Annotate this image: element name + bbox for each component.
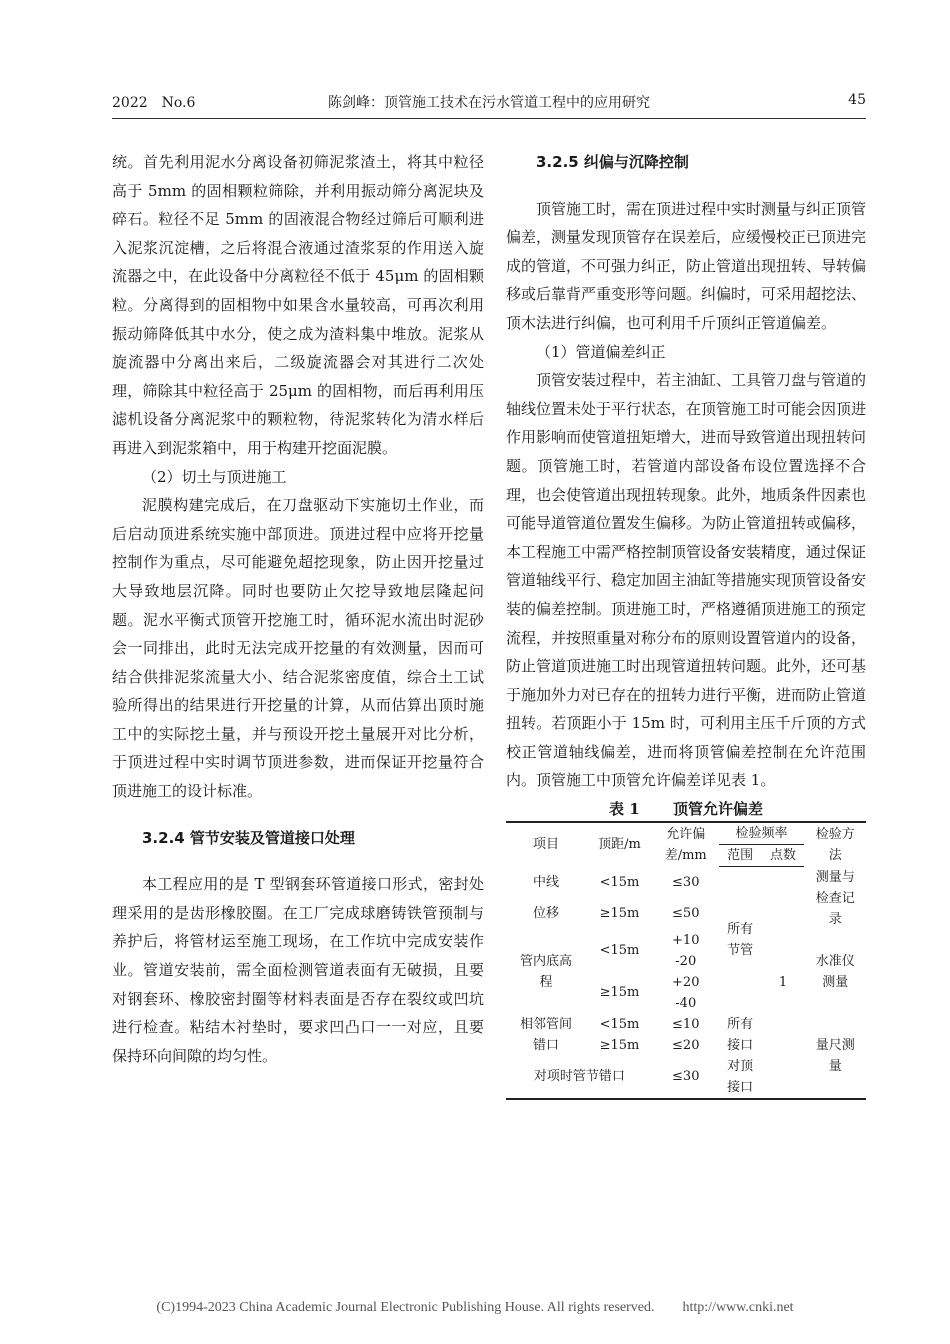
subsection-heading: （1）管道偏差纠正	[536, 342, 666, 361]
header-text: 差/mm	[664, 847, 707, 863]
running-header	[112, 92, 866, 114]
cell-line: 相邻管间	[520, 1016, 573, 1032]
cell-line: 错口	[533, 1037, 560, 1053]
section-heading: 3.2.5 纠偏与沉降控制	[536, 153, 689, 171]
table-number: 表 1	[609, 800, 640, 819]
cell-line: 量	[828, 1058, 842, 1074]
running-title: 陈剑峰：顶管施工技术在污水管道工程中的应用研究	[328, 95, 650, 111]
copyright-footer: (C)1994-2023 China Academic Journal Electronic Publishing House. All rights reserved. http://www.cnki.net	[156, 1300, 794, 1315]
cell-line: ≥15m	[599, 1037, 640, 1053]
table-cell	[506, 930, 586, 1014]
cell-line: <15m	[599, 1016, 640, 1032]
cell-line: +10	[672, 932, 700, 948]
table-cell: 位移	[533, 906, 560, 922]
journal-issue: 2022 No.6	[112, 95, 196, 111]
header-item: 项目	[533, 837, 560, 853]
table-cell	[804, 930, 866, 1014]
section-heading: 3.2.4 管节安装及管道接口处理	[142, 828, 355, 847]
table-cell	[653, 972, 719, 1014]
cell-line: -40	[675, 995, 697, 1011]
cell-line: ≤10	[672, 1016, 700, 1032]
subsection-heading: （2）切土与顶进施工	[142, 467, 287, 486]
cell-line: 量尺测	[815, 1037, 855, 1053]
tolerance-table	[506, 821, 866, 1100]
cell-line: 所有	[727, 922, 754, 938]
table-cell: <15m	[599, 943, 640, 959]
header-text: 允许偏	[666, 826, 706, 842]
paragraph: 统。首先利用泥水分离设备初筛泥浆渣土，将其中粒径高于 5mm 的固相颗粒筛除，并利用振动筛分离泥块及碎石。粒径不足 5mm 的固液混合物经过筛后可顺利进入泥浆沉淀槽，之后将混合液通过渣浆泵的作用送入旋流器之中，在此设备中分离粒径不低于 45μm 的固相颗粒。分离得到的固相物中如果含水量较高，可再次利用振动筛降低其中水分，使之成为渣料集中堆放。泥浆从旋流器中分离出来后，二级旋流器会对其进行二次处理，筛除其中粒径高于 25μm 的固相物，而后再利用压滤机设备分离泥浆中的颗粒物，待泥浆转化为清水样后再进入到泥浆箱中，用于构建开挖面泥膜。	[112, 153, 484, 457]
table-cell	[653, 930, 719, 972]
cell-line: 水准仪	[815, 953, 855, 969]
paragraph: 本工程应用的是 T 型钢套环管道接口形式，密封处理采用的是齿形橡胶圈。在工厂完成球磨铸铁管预制与养护后，将管材运至施工现场，在工作坑中完成安装作业。管道安装前，需全面检测管道表面有无破损，且要对钢套环、橡胶密封圈等材料表面是否存在裂纹或凹坑进行检查。粘结木衬垫时，要求凹凸口一一对应，且要保持环向间隙的均匀性。	[112, 875, 484, 1065]
table-cell	[653, 1014, 719, 1056]
table-cell: ≤50	[672, 906, 700, 922]
cell-line: 检查记	[815, 890, 855, 906]
header-method	[804, 822, 866, 867]
table-cell: 对项时管节错口	[533, 1069, 625, 1085]
table-cell	[804, 867, 866, 930]
cell-line: 节管	[727, 943, 754, 959]
paragraph: 顶管施工时，需在顶进过程中实时测量与纠正顶管偏差，测量发现顶管存在误差后，应缓慢校正已顶进完成的管道，不可强力纠正，防止管道出现扭转、导转偏移或后靠背严重变形等问题。纠偏时，可采用超挖法、顶木法进行纠偏，也可利用千斤顶纠正管道偏差。	[506, 199, 867, 332]
cell-line: -20	[675, 953, 697, 969]
table-row	[506, 930, 866, 972]
cell-line: 测量与	[815, 869, 855, 885]
cell-line: 所有	[727, 1016, 754, 1032]
table-cell: 1	[778, 974, 788, 990]
header-points: 点数	[762, 845, 805, 867]
header-frequency: 检验频率	[719, 822, 805, 845]
table-cell: <15m	[599, 874, 640, 890]
header-allowed-deviation	[653, 822, 719, 867]
table-row	[506, 1014, 866, 1056]
table-cell: ≥15m	[599, 985, 640, 1001]
header-divider	[112, 118, 866, 119]
cell-line: +20	[672, 974, 700, 990]
table-cell	[804, 1014, 866, 1099]
table-cell: ≤30	[672, 874, 700, 890]
cell-line: 程	[539, 974, 553, 990]
table-cell: ≤30	[672, 1069, 700, 1085]
cell-line: 录	[828, 911, 842, 927]
page-number: 45	[848, 92, 866, 108]
right-column	[506, 148, 866, 1100]
header-text: 检验方	[815, 826, 855, 842]
table-row	[506, 867, 866, 899]
table-cell	[719, 1056, 762, 1099]
table-title: 顶管允许偏差	[672, 800, 763, 819]
table-cell	[586, 1014, 653, 1056]
cell-line: ≤20	[672, 1037, 700, 1053]
table-cell: ≥15m	[599, 906, 640, 922]
table-cell	[719, 1014, 762, 1056]
table-cell	[719, 867, 762, 1014]
table-cell: 中线	[533, 874, 560, 890]
header-text: 法	[828, 847, 842, 863]
header-distance: 顶距/m	[598, 837, 641, 853]
table-caption	[506, 797, 866, 821]
cell-line: 接口	[727, 1079, 754, 1095]
paragraph: 顶管安装过程中，若主油缸、工具管刀盘与管道的轴线位置未处于平行状态，在顶管施工时可能会因顶进作用影响而使管道扭矩增大，进而导致管道出现扭转问题。顶管施工时，若管道内部设备布设位置选择不合理，也会使管道出现扭转现象。此外，地质条件因素也可能导道管道位置发生偏移。为防止管道扭转或偏移，本工程施工中需严格控制顶管设备安装精度，通过保证管道轴线平行、稳定加固主油缸等措施实现顶管设备安装的偏差控制。顶进施工时，严格遵循顶进施工的预定流程，并按照重量对称分布的原则设置管道内的设备，防止管道顶进施工时出现管道扭转问题。此外，还可基于施加外力对已存在的扭转力进行平衡，进而防止管道扭转。若顶距小于 15m 时，可利用主压千斤顶的方式校正管道轴线偏差，进而将顶管偏差控制在允许范围内。顶管施工中顶管允许偏差详见表 1。	[506, 371, 867, 790]
table-cell	[506, 1014, 586, 1056]
cell-line: 对顶	[727, 1058, 754, 1074]
header-range: 范围	[719, 845, 762, 867]
left-column	[112, 148, 484, 1070]
paragraph: 泥膜构建完成后，在刀盘驱动下实施切土作业，而后启动顶进系统实施中部顶进。顶进过程中应将开挖量控制作为重点，尽可能避免超挖现象，防止因开挖量过大导致地层沉降。同时也要防止欠挖导致地层隆起问题。泥水平衡式顶管开挖施工时，循环泥水流出时泥砂会一同排出，此时无法完成开挖量的有效测量，因而可结合供排泥浆流量大小、结合泥浆密度值，综合土工试验所得出的结果进行开挖量的计算，从而估算出顶时施工中的实际挖土量，并与预设开挖土量展开对比分析，于顶进过程中实时调节顶进参数，进而保证开挖量符合顶进施工的设计标准。	[112, 496, 484, 801]
cell-line: 测量	[822, 974, 849, 990]
cell-line: 接口	[727, 1037, 754, 1053]
cell-line: 管内底高	[520, 953, 573, 969]
